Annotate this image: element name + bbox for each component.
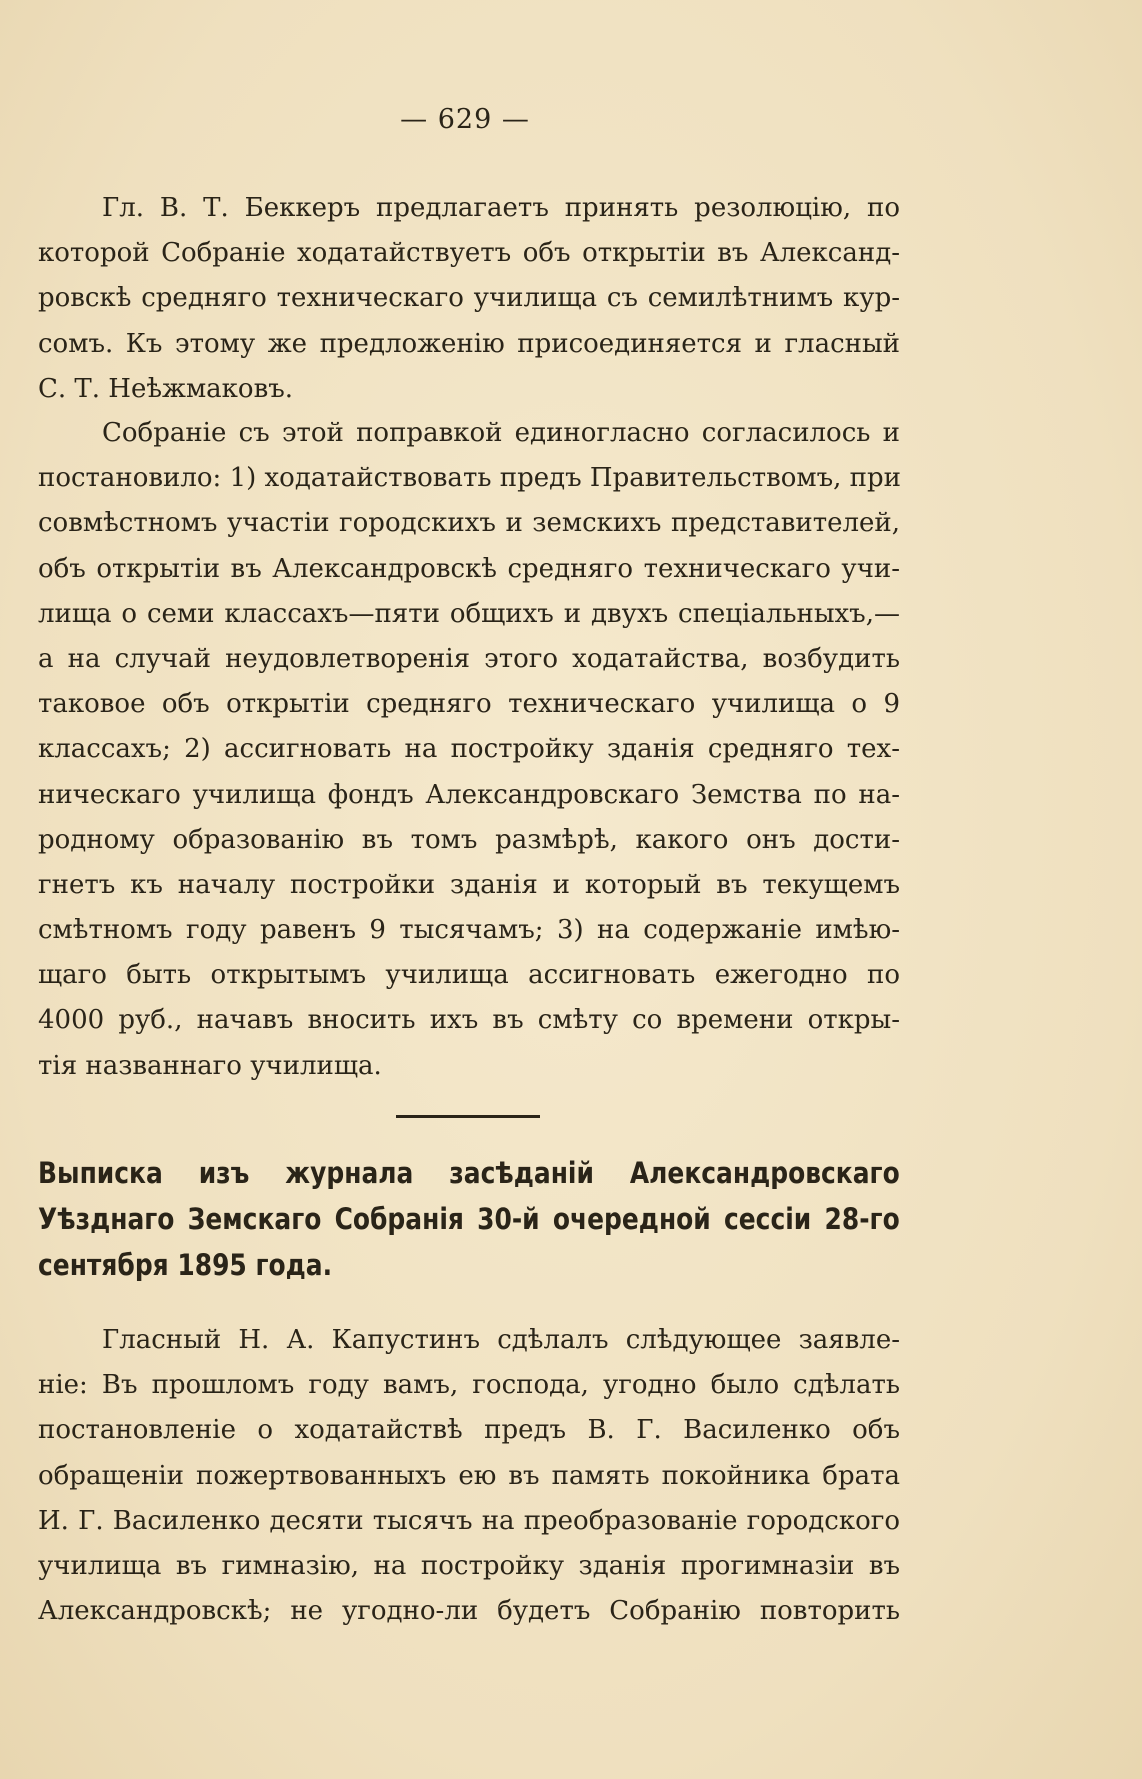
text-line: а на случай неудовлетворенія этого ходатайства, возбудить — [38, 643, 900, 674]
text-line: И. Г. Василенко десяти тысячъ на преобразованіе городского — [38, 1505, 900, 1536]
paragraph-assembly-decision — [38, 411, 900, 1089]
text-line: смѣтномъ году равенъ 9 тысячамъ; 3) на содержаніе имѣю- — [38, 915, 900, 946]
text-line: обращеніи пожертвованныхъ ею въ память покойника брата — [38, 1460, 900, 1491]
paragraph-kapustin-statement — [38, 1318, 900, 1634]
text-line: гнетъ къ началу постройки зданія и который въ текущемъ — [38, 869, 900, 900]
text-line: щаго быть открытымъ училища ассигновать ежегодно по — [38, 960, 900, 991]
text-line: родному образованію въ томъ размѣрѣ, какого онъ дости- — [38, 824, 900, 855]
page-number: — 629 — — [400, 104, 530, 135]
text-line: 4000 руб., начавъ вносить ихъ въ смѣту со времени откры- — [38, 1005, 900, 1036]
text-line: постановленіе о ходатайствѣ предъ В. Г. Василенко объ — [38, 1415, 900, 1446]
text-line: Собраніе съ этой поправкой единогласно согласилось и — [102, 418, 900, 448]
heading-line: Уѣзднаго Земскаго Собранія 30-й очередной сессіи 28-го — [38, 1202, 900, 1236]
text-line: постановило: 1) ходатайствовать предъ Правительствомъ, при — [38, 463, 901, 494]
text-line: совмѣстномъ участіи городскихъ и земскихъ представителей, — [38, 508, 900, 539]
text-line: Александровскѣ; не угодно-ли будетъ Собранію повторить — [38, 1596, 900, 1627]
text-line: училища въ гимназію, на постройку зданія прогимназіи въ — [38, 1550, 900, 1581]
heading-line: сентября 1895 года. — [38, 1248, 333, 1282]
text-line: лища о семи классахъ—пяти общихъ и двухъ спеціальныхъ,— — [38, 598, 900, 629]
text-line: сомъ. Къ этому же предложенію присоединяется и гласный — [38, 328, 900, 359]
text-line: ническаго училища фондъ Александровскаго Земства по на- — [38, 779, 900, 810]
text-line: Гл. В. Т. Беккеръ предлагаетъ принять резолюцію, по — [102, 193, 900, 223]
text-line: С. Т. Неѣжмаковъ. — [38, 373, 294, 404]
text-line: классахъ; 2) ассигновать на постройку зданія средняго тех- — [38, 734, 900, 765]
text-line: ровскѣ средняго техническаго училища съ семилѣтнимъ кур- — [38, 283, 900, 314]
text-line: которой Собраніе ходатайствуетъ объ открытіи въ Александ- — [38, 238, 900, 269]
section-divider — [396, 1115, 540, 1118]
text-line: объ открытіи въ Александровскѣ средняго техническаго учи- — [38, 553, 900, 584]
text-line: таковое объ открытіи средняго техническаго училища о 9 — [38, 689, 900, 720]
section-heading — [38, 1150, 900, 1288]
text-line: тія названнаго училища. — [38, 1050, 382, 1081]
text-line: ніе: Въ прошломъ году вамъ, господа, угодно было сдѣлать — [38, 1370, 900, 1401]
text-line: Гласный Н. А. Капустинъ сдѣлалъ слѣдующее заявле- — [102, 1325, 900, 1355]
heading-line: Выписка изъ журнала засѣданій Александровскаго — [38, 1156, 900, 1190]
paragraph-resolution-proposal — [38, 186, 900, 412]
